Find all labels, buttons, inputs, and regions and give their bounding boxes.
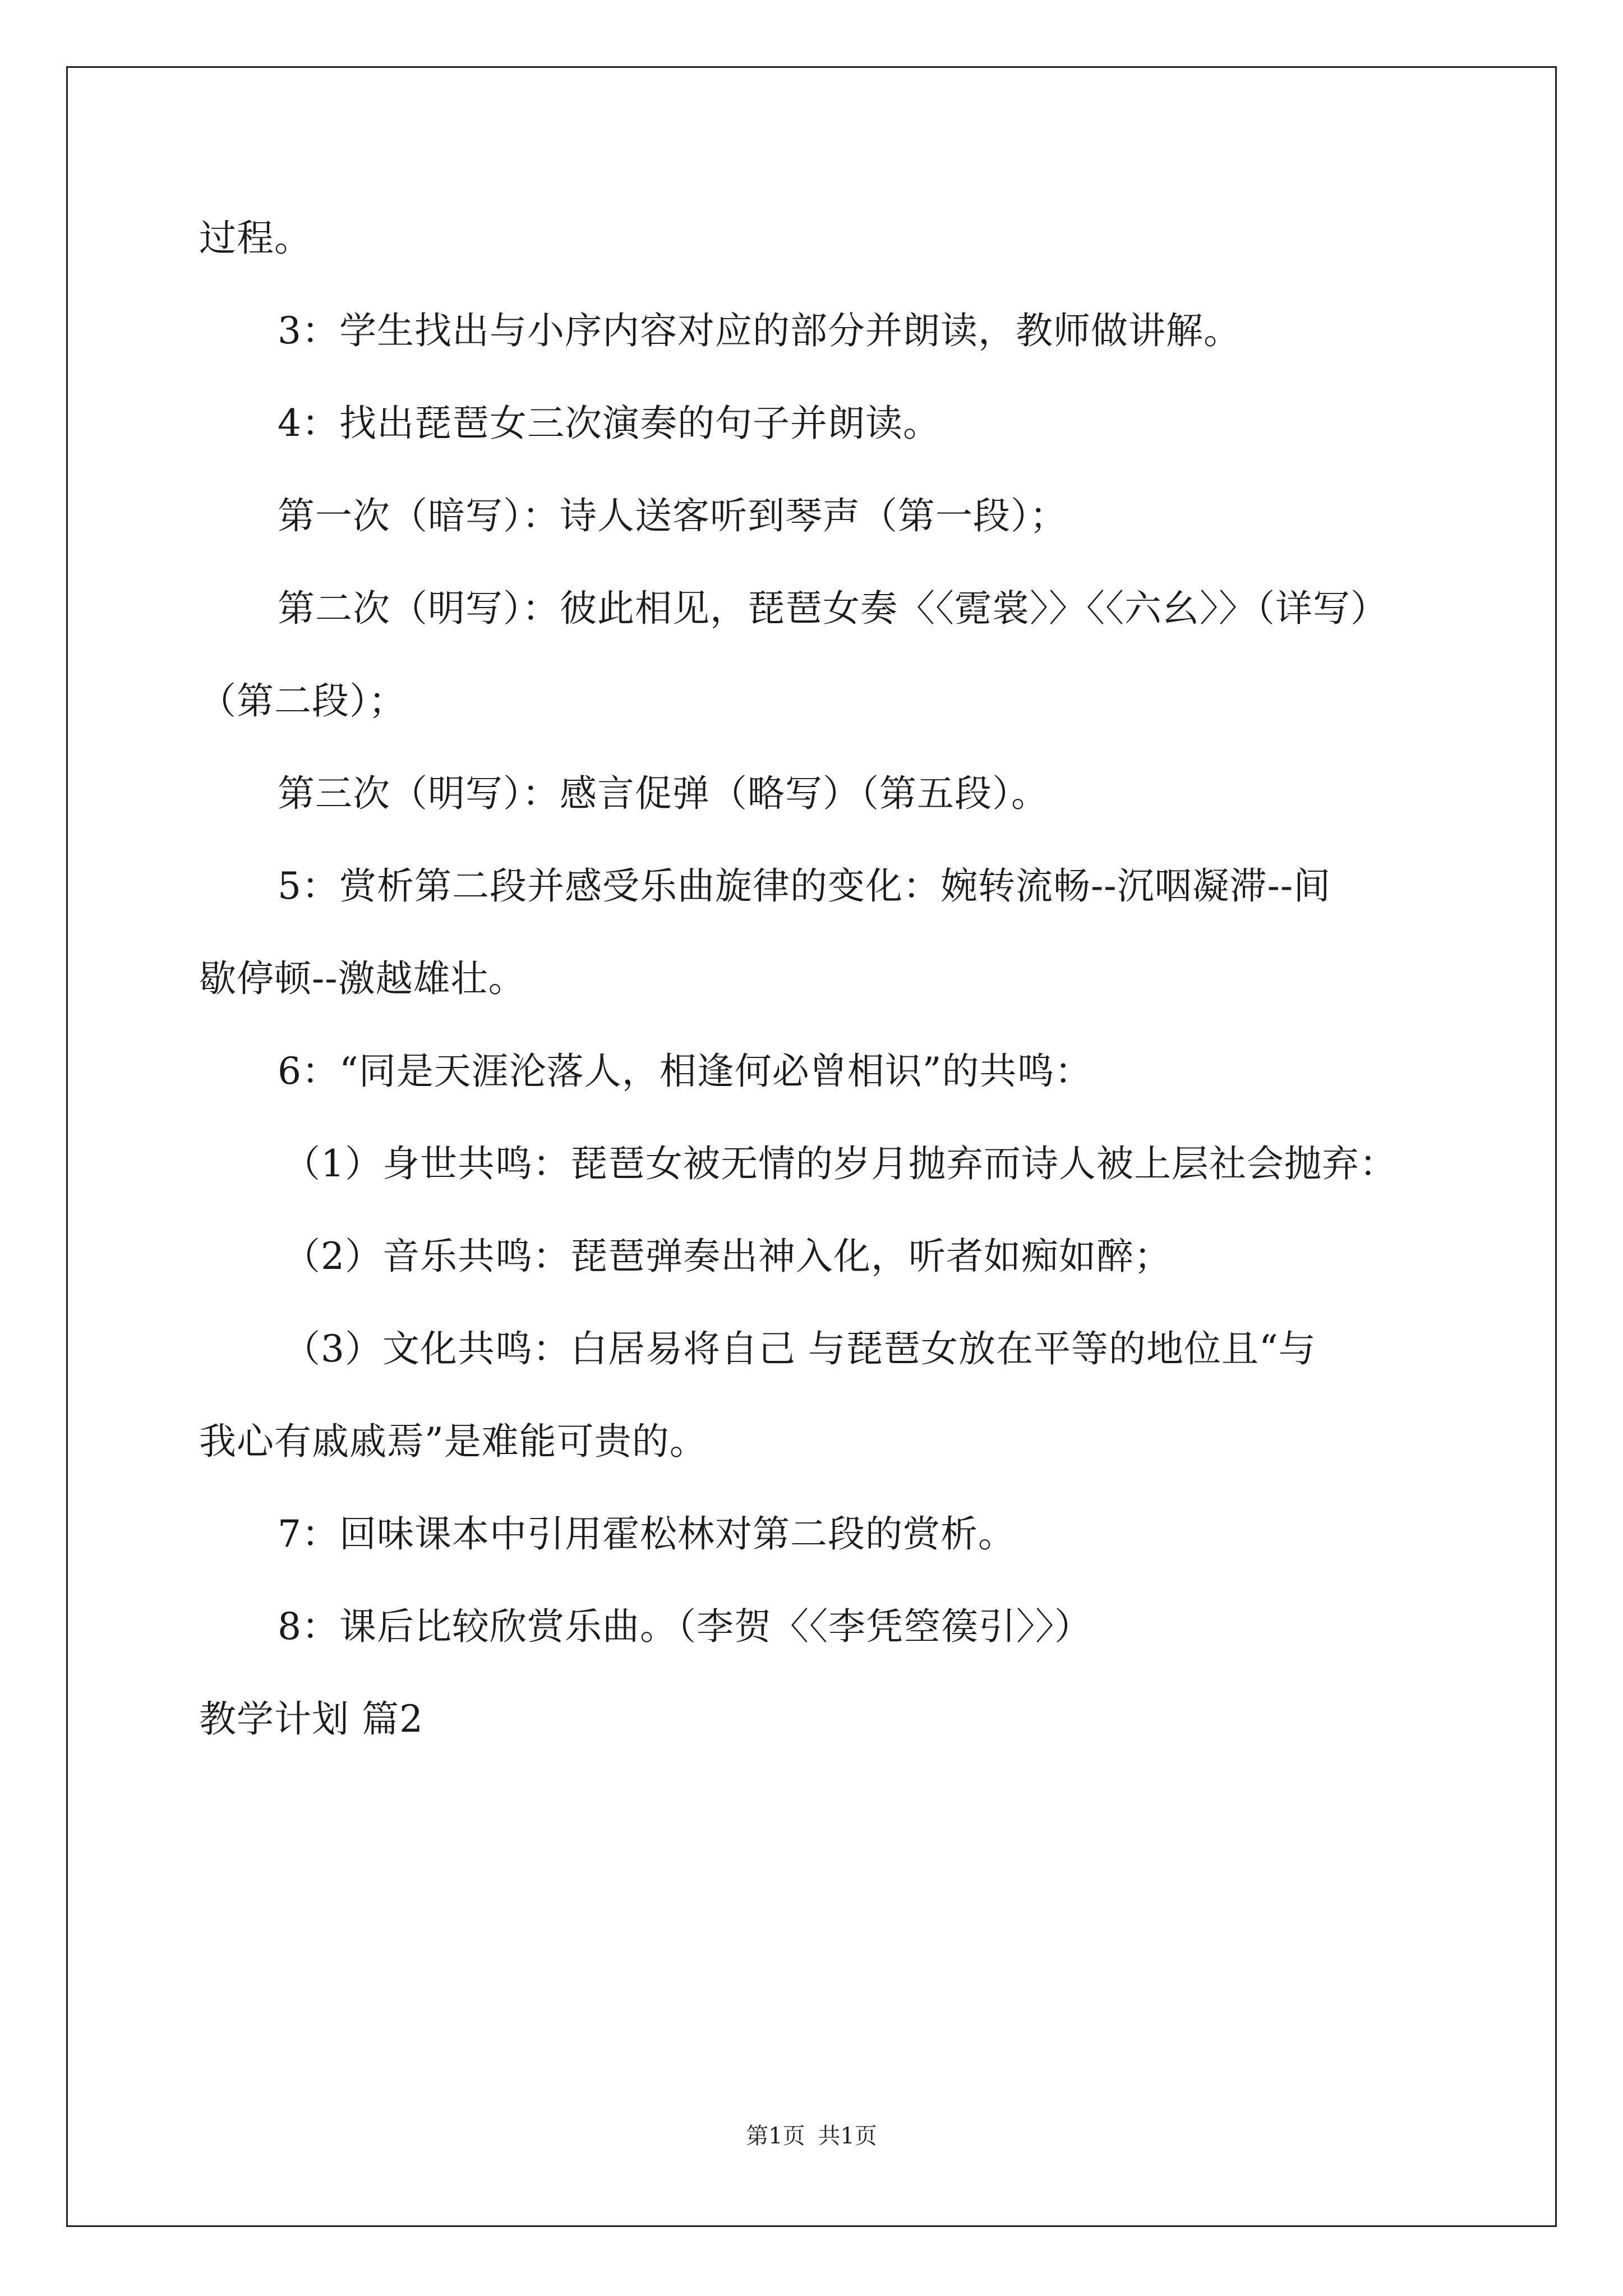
text-line: （3）文化共鸣：白居易将自己 与琵琶女放在平等的地位且“与 xyxy=(283,1327,1316,1370)
text-line: （第二段）； xyxy=(199,679,406,723)
text-line: 歇停顿--激越雄壮。 xyxy=(199,957,526,1000)
text-line: 第一次（暗写）：诗人送客听到琴声（第一段）； xyxy=(278,494,1067,537)
text-line: 7：回味课本中引用霍松林对第二段的赏析。 xyxy=(278,1512,1016,1556)
text-line: 4：找出琵琶女三次演奏的句子并朗读。 xyxy=(278,402,940,445)
text-line: 5：赏析第二段并感受乐曲旋律的变化：婉转流畅--沉咽凝滞--间 xyxy=(278,864,1331,908)
text-line: 第二次（明写）：彼此相见，琵琶女奏〈〈霓裳〉〉〈〈六幺〉〉（详写） xyxy=(278,587,1388,630)
text-line: 6：“同是天涯沦落人，相逢何必曾相识”的共鸣： xyxy=(278,1050,1092,1093)
section-heading: 教学计划 篇2 xyxy=(199,1697,423,1741)
text-line: （2）音乐共鸣：琵琶弹奏出神入化，听者如痴如醉； xyxy=(283,1235,1172,1278)
text-line: 8：课后比较欣赏乐曲。（李贺〈〈李凭箜篌引〉〉） xyxy=(278,1605,1092,1648)
text-line: 我心有戚戚焉”是难能可贵的。 xyxy=(199,1420,707,1463)
page-number: 第1页 共1页 xyxy=(746,2123,877,2149)
text-line: 过程。 xyxy=(199,217,312,260)
text-line: （1）身世共鸣：琵琶女被无情的岁月抛弃而诗人被上层社会抛弃： xyxy=(283,1142,1397,1185)
text-line: 3：学生找出与小序内容对应的部分并朗读，教师做讲解。 xyxy=(278,309,1241,352)
text-line: 第三次（明写）：感言促弹（略写）（第五段）。 xyxy=(278,772,1049,815)
